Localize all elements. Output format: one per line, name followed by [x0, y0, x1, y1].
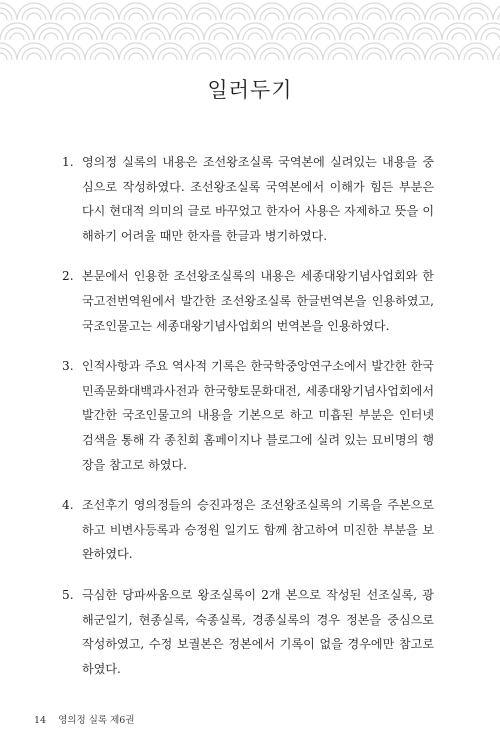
- note-text: 본문에서 인용한 조선왕조실록의 내용은 세종대왕기념사업회와 한국고전번역원에서 발간한 조선왕조실록 한글번역본을 인용하였고, 국조인물고는 세종대왕기념사업회의 번역본을 인용하였다.: [82, 269, 434, 333]
- note-item: [62, 150, 434, 248]
- note-number: 4.: [62, 498, 74, 513]
- wave-pattern-header: [0, 0, 500, 62]
- note-item: [62, 264, 434, 338]
- note-number: 1.: [62, 155, 74, 169]
- book-title: 영의정 실록 제6권: [58, 715, 135, 726]
- note-number: 3.: [62, 359, 74, 374]
- note-item: [62, 583, 434, 681]
- page-title: 일러두기: [207, 78, 293, 102]
- note-item: [62, 493, 434, 567]
- note-text: 조선후기 영의정들의 승진과정은 조선왕조실록의 기록을 주본으로 하고 비변사등록과 승정원 일기도 함께 참고하여 미진한 부분을 보완하였다.: [82, 498, 434, 562]
- notes-list: [62, 150, 434, 681]
- note-text: 영의정 실록의 내용은 조선왕조실록 국역본에 실려있는 내용을 중심으로 작성하였다. 조선왕조실록 국역본에서 이해가 힘든 부분은 다시 현대적 의미의 글로 바꾸었고 한자어 사용은 자제하고 뜻을 이해하기 어려울 때만 한자를 한글과 병기하였다.: [82, 155, 434, 243]
- page-number: 14: [34, 715, 47, 726]
- note-text: 인적사항과 주요 역사적 기록은 한국학중앙연구소에서 발간한 한국민족문화대백과사전과 한국향토문화대전, 세종대왕기념사업회에서 발간한 국조인물고의 내용을 기본으로 하고 미흡된 부분은 인터넷 검색을 통해 각 종친회 홈페이지나 블로그에 실려 있는 묘비명의 행장을 참고로 하였다.: [82, 359, 434, 472]
- page-footer: [34, 712, 135, 726]
- note-text: 극심한 당파싸움으로 왕조실록이 2개 본으로 작성된 선조실록, 광해군일기, 현종실록, 숙종실록, 경종실록의 경우 정본을 중심으로 작성하였고, 수정 보궐본은 정본에서 기록이 없을 경우에만 참고로 하였다.: [82, 587, 434, 676]
- note-number: 5.: [62, 587, 74, 602]
- note-item: [62, 354, 434, 477]
- note-number: 2.: [62, 269, 74, 284]
